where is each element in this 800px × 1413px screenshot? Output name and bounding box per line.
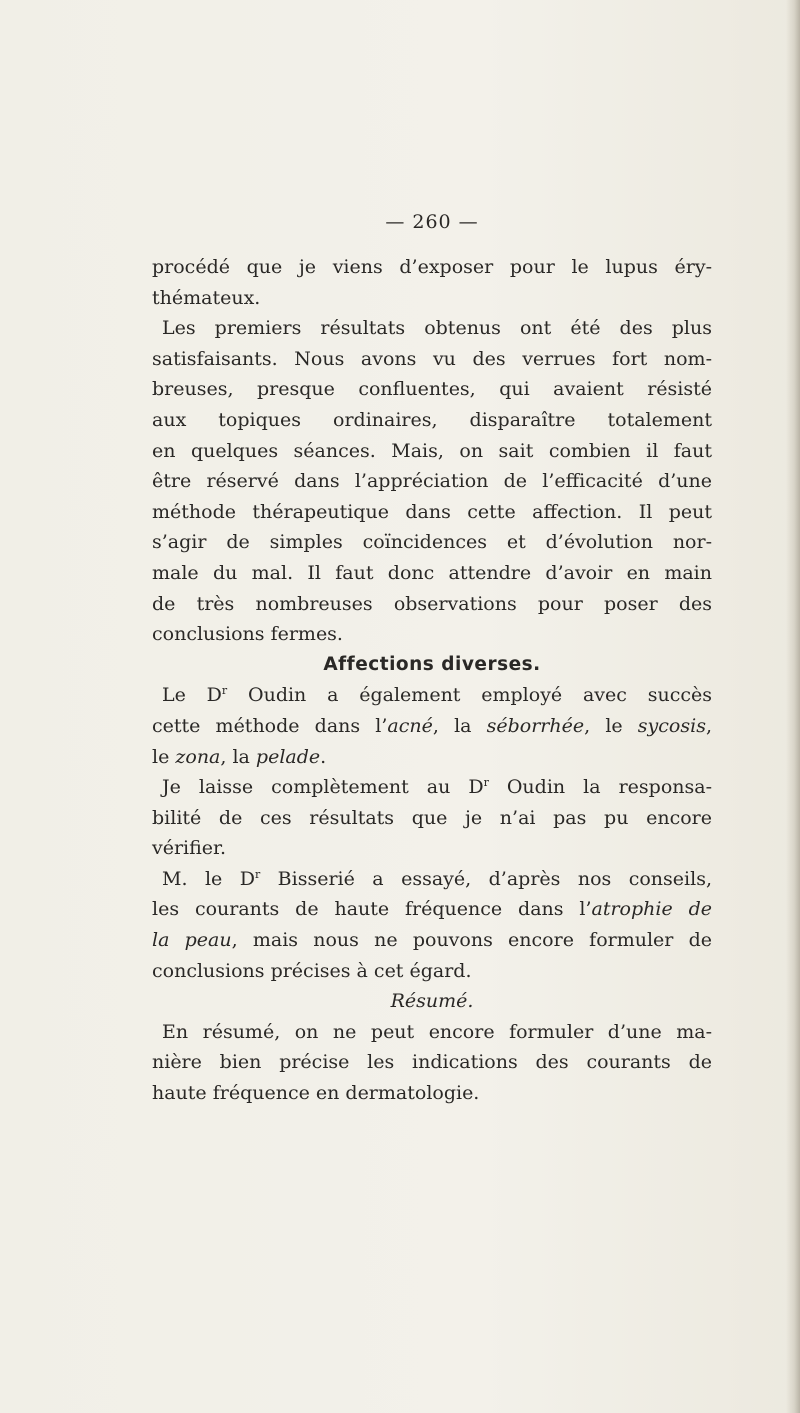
term-zona: zona	[175, 745, 221, 768]
text-line: être réservé dans l’appréciation de l’efficacité d’une	[152, 470, 712, 493]
text-line: procédé que je viens d’exposer pour le lupus éry-	[152, 256, 712, 278]
text-line: bilité de ces résultats que je n’ai pas pu encore	[152, 806, 712, 829]
text-line: en quelques séances. Mais, on sait combien il faut	[152, 439, 712, 462]
text-line: s’agir de simples coïncidences et d’évolution nor-	[152, 531, 712, 554]
text-line: la peau, mais nous ne pouvons encore formuler de	[152, 929, 713, 952]
text-line: satisfaisants. Nous avons vu des verrues fort nom-	[152, 347, 712, 370]
text-line: nière bien précise les indications des courants de	[152, 1051, 712, 1074]
term-sycosis: sycosis	[637, 714, 706, 737]
term-peau: la peau	[152, 929, 232, 952]
term-seborrhee: séborrhée	[486, 714, 585, 737]
text-line: thémateux.	[152, 286, 261, 309]
term-atrophie: atrophie de	[591, 898, 712, 921]
text-line: conclusions fermes.	[152, 623, 343, 646]
page-number: — 260 —	[385, 211, 479, 233]
text-line: male du mal. Il faut donc attendre d’avoir en main	[152, 561, 712, 584]
text-line: M. le $D^r$ Bisserié a essayé, d’après nos conseils,	[162, 867, 712, 890]
section-heading: Affections diverses.	[323, 653, 541, 675]
subsection-heading: Résumé.	[390, 990, 474, 1013]
text-line: conclusions précises à cet égard.	[152, 959, 472, 982]
text-line: Le $D^r$ Oudin a également employé avec succès	[162, 684, 713, 707]
term-pelade: pelade	[255, 745, 321, 768]
text-line: de très nombreuses observations pour poser des	[152, 592, 712, 615]
text-line: En résumé, on ne peut encore formuler d’une ma-	[162, 1020, 712, 1043]
page-edge-shadow	[786, 0, 800, 1413]
text-line: Les premiers résultats obtenus ont été des plus	[162, 317, 712, 340]
body-text	[152, 252, 712, 1109]
text-line: le zona, la pelade.	[152, 745, 327, 768]
term-acne: acné	[387, 714, 433, 737]
text-line: Je laisse complètement au $D^r$ Oudin la responsa-	[162, 776, 712, 799]
text-line: cette méthode dans l’acné, la séborrhée, le sycosis,	[152, 714, 712, 737]
text-line: les courants de haute fréquence dans l’atrophie de	[152, 898, 712, 921]
text-line: vérifier.	[152, 837, 227, 860]
text-line: haute fréquence en dermatologie.	[152, 1082, 480, 1105]
text-line: méthode thérapeutique dans cette affection. Il peut	[152, 500, 712, 523]
text-line: aux topiques ordinaires, disparaître totalement	[152, 408, 712, 431]
text-line: breuses, presque confluentes, qui avaient résisté	[152, 378, 712, 401]
